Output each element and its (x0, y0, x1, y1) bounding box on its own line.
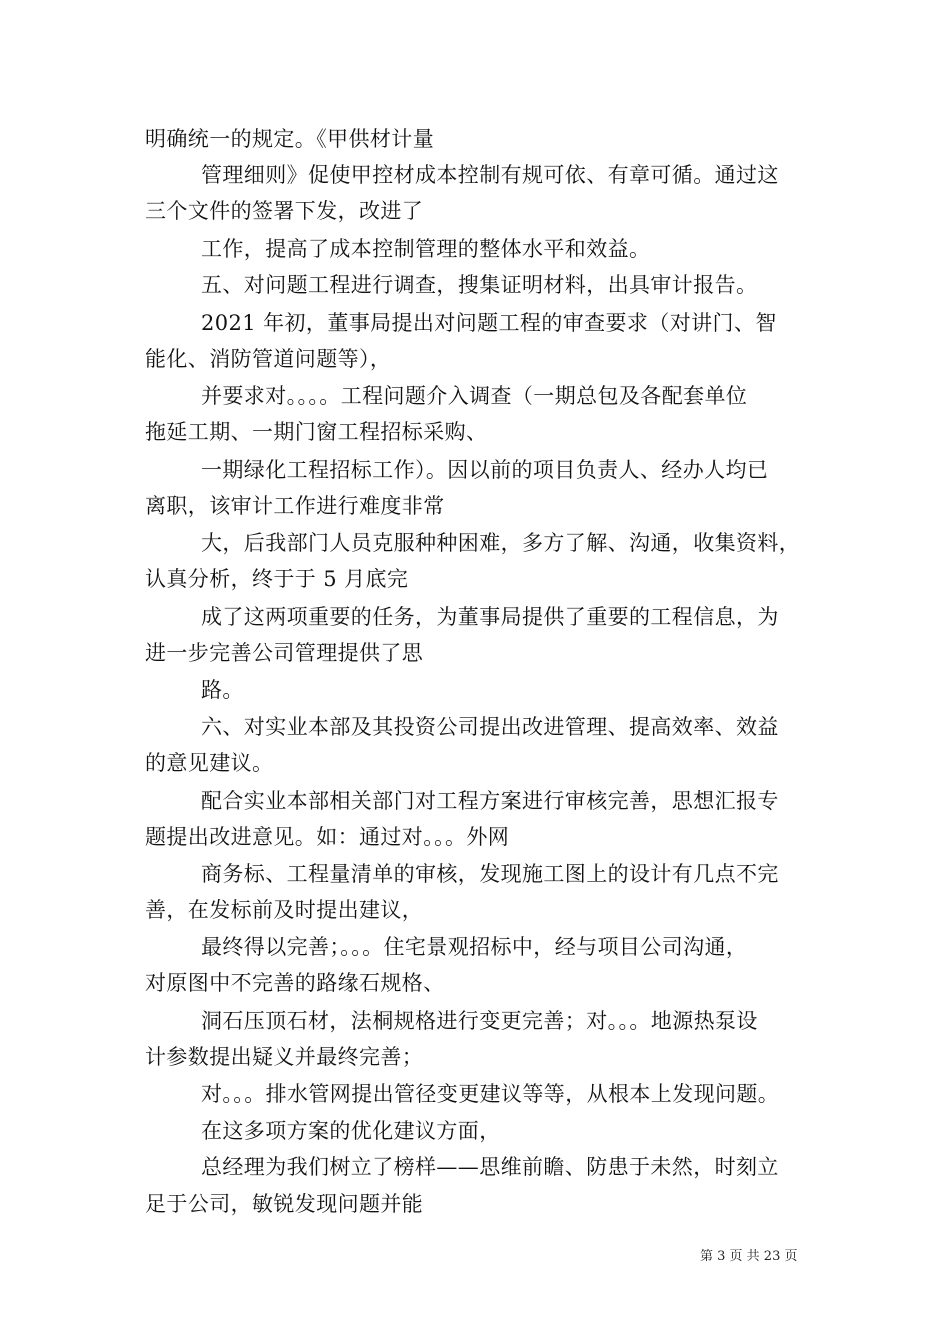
page-number: 第 3 页 共 23 页 (700, 1249, 798, 1264)
text-line: 在这多项方案的优化建议方面， (201, 1119, 501, 1143)
text-line: 三个文件的签署下发，改进了 (145, 199, 424, 223)
text-line: 成了这两项重要的任务，为董事局提供了重要的工程信息，为 (201, 605, 779, 629)
text-line: 题提出改进意见。如：通过对。。。外网 (145, 825, 510, 849)
text-line: 拖延工期、一期门窗工程招标采购、 (145, 420, 488, 444)
text-line: 路。 (201, 678, 244, 702)
text-line: 能化、消防管道问题等）， (145, 347, 392, 371)
text-line: 2021 年初，董事局提出对问题工程的审查要求（对讲门、智 (201, 311, 777, 335)
text-line: 计参数提出疑义并最终完善； (145, 1045, 424, 1069)
text-line: 总经理为我们树立了榜样——思维前瞻、防患于未然，时刻立 (201, 1155, 779, 1179)
text-line: 并要求对。。。。工程问题介入调查（一期总包及各配套单位 (201, 384, 748, 408)
text-line: 明确统一的规定。《甲供材计量 (145, 127, 435, 151)
text-line: 配合实业本部相关部门对工程方案进行审核完善，思想汇报专 (201, 789, 779, 813)
text-line: 对原图中不完善的路缘石规格、 (145, 971, 445, 995)
text-line: 对。。。排水管网提出管径变更建议等等，从根本上发现问题。 (201, 1082, 780, 1106)
section-heading: 五、对问题工程进行调查，搜集证明材料，出具审计报告。 (201, 273, 758, 297)
text-line: 认真分析，终于于 5 月底完 (145, 567, 409, 591)
text-line: 大，后我部门人员克服种种困难，多方了解、沟通，收集资料， (201, 531, 801, 555)
text-line: 足于公司，敏锐发现问题并能 (145, 1192, 424, 1216)
text-line: 洞石压顶石材，法桐规格进行变更完善；对。。。地源热泵设 (201, 1009, 758, 1033)
text-line: 商务标、工程量清单的审核，发现施工图上的设计有几点不完 (201, 862, 779, 886)
text-line: 工作，提高了成本控制管理的整体水平和效益。 (201, 237, 651, 261)
text-line: 最终得以完善；。。。住宅景观招标中，经与项目公司沟通， (201, 935, 748, 959)
text-line: 善，在发标前及时提出建议， (145, 898, 424, 922)
section-heading: 六、对实业本部及其投资公司提出改进管理、提高效率、效益 (201, 715, 779, 739)
text-line: 的意见建议。 (145, 751, 274, 775)
text-line: 进一步完善公司管理提供了思 (145, 641, 424, 665)
text-line: 一期绿化工程招标工作）。因以前的项目负责人、经办人均已 (201, 458, 769, 482)
text-line: 管理细则》促使甲控材成本控制有规可依、有章可循。通过这 (201, 163, 779, 187)
text-line: 离职，该审计工作进行难度非常 (145, 494, 445, 518)
